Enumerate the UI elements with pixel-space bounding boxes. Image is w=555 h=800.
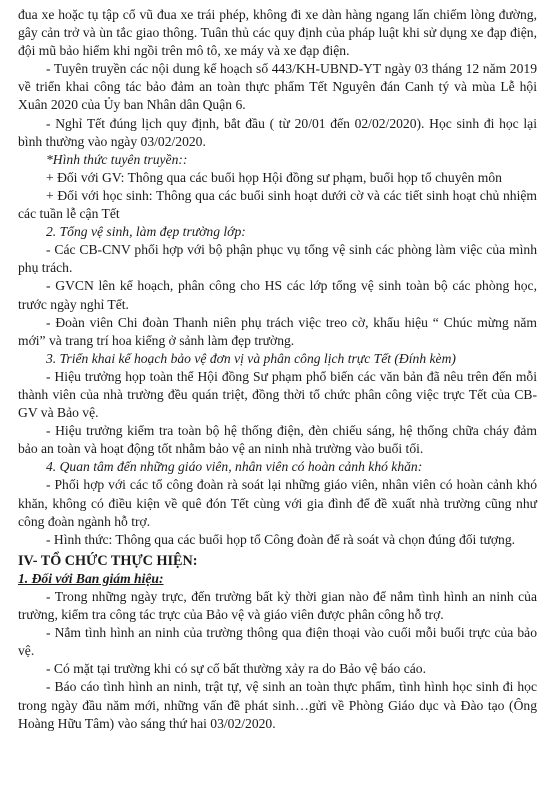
paragraph: đua xe hoặc tụ tập cổ vũ đua xe trái phép, không đi xe dàn hàng ngang lấn chiếm lòng đường, gây cản trở và ùn tắc giao thông. Tuân thủ các quy định của pháp luật khi sử dụng xe đạp điện, đội mũ bảo hiểm khi ngồi trên mô tô, xe máy và xe đạp điện. — [18, 7, 537, 59]
section-subheading: 1. Đối với Ban giám hiệu: — [18, 570, 164, 586]
paragraph: - Có mặt tại trường khi có sự cố bất thường xảy ra do Bảo vệ báo cáo. — [46, 661, 427, 677]
paragraph: - Nghỉ Tết đúng lịch quy định, bắt đầu ( từ 20/01 đến 02/02/2020). Học sinh đi học lại bình thường vào ngày 03/02/2020. — [18, 115, 537, 149]
section-heading: IV- TỔ CHỨC THỰC HIỆN: — [18, 552, 198, 569]
paragraph: + Đối với GV: Thông qua các buổi họp Hội đồng sư phạm, buổi họp tổ chuyên môn — [46, 169, 502, 185]
paragraph: - Đoàn viên Chi đoàn Thanh niên phụ trách việc treo cờ, khẩu hiệu “ Chúc mừng năm mới” và trang trí hoa kiểng ở sảnh làm đẹp trường. — [18, 314, 537, 348]
subheading: 4. Quan tâm đến những giáo viên, nhân viên có hoàn cảnh khó khăn: — [46, 459, 423, 475]
paragraph: - Phối hợp với các tổ công đoàn rà soát lại những giáo viên, nhân viên có hoàn cảnh khó khăn, không có điều kiện về quê đón Tết cùng với gia đình để đề xuất nhà trường cũng như công đoàn ngành hỗ trợ. — [18, 477, 537, 529]
subheading: *Hình thức tuyên truyền:: — [46, 151, 188, 167]
paragraph: - Hiệu trưởng họp toàn thể Hội đồng Sư phạm phổ biến các văn bản đã nêu trên đến mỗi thành viên của nhà trường đều quán triệt, đồng thời tổ chức phân công việc trực Tết của CB-GV và Bảo vệ. — [18, 368, 537, 421]
paragraph: - Trong những ngày trực, đến trường bất kỳ thời gian nào để nắm tình hình an ninh của trường, kiểm tra công tác trực của Bảo vệ và giáo viên được phân công hỗ trợ. — [18, 589, 537, 623]
paragraph: - Hiệu trưởng kiểm tra toàn bộ hệ thống điện, đèn chiếu sáng, hệ thống chữa cháy đảm bảo an toàn và hoạt động tốt nhằm bảo vệ an ninh nhà trường vào buổi tối. — [18, 423, 537, 457]
paragraph: - Báo cáo tình hình an ninh, trật tự, vệ sinh an toàn thực phẩm, tình hình học sinh đi học trong ngày đầu năm mới, những vấn đề phát sinh…gửi về Phòng Giáo dục và Đào tạo (Ông Hoàng Hữu Tâm) vào sáng thứ hai 03/02/2020. — [18, 679, 537, 731]
paragraph: - GVCN lên kế hoạch, phân công cho HS các lớp tổng vệ sinh toàn bộ các phòng học, trước ngày nghỉ Tết. — [18, 278, 537, 312]
paragraph: + Đối với học sinh: Thông qua các buổi sinh hoạt dưới cờ và các tiết sinh hoạt chủ nhiệm các tuần lễ cận Tết — [18, 187, 537, 222]
paragraph: - Các CB-CNV phối hợp với bộ phận phục vụ tổng vệ sinh các phòng làm việc của mình phụ trách. — [18, 242, 537, 276]
subheading: 3. Triển khai kế hoạch bảo vệ đơn vị và phân công lịch trực Tết (Đính kèm) — [46, 350, 456, 366]
subheading: 2. Tổng vệ sinh, làm đẹp trường lớp: — [46, 224, 246, 240]
paragraph: - Tuyên truyền các nội dung kế hoạch số 443/KH-UBND-YT ngày 03 tháng 12 năm 2019 về triển khai công tác bảo đảm an toàn thực phẩm Tết Nguyên đán Canh tý và mùa Lễ hội Xuân 2020 của Ủy ban Nhân dân Quận 6. — [18, 61, 537, 113]
paragraph: - Nắm tình hình an ninh của trường thông qua điện thoại vào cuối mỗi buổi trực của bảo vệ. — [18, 625, 537, 659]
paragraph: - Hình thức: Thông qua các buổi họp tổ Công đoàn để rà soát và chọn đúng đối tượng. — [46, 531, 516, 547]
